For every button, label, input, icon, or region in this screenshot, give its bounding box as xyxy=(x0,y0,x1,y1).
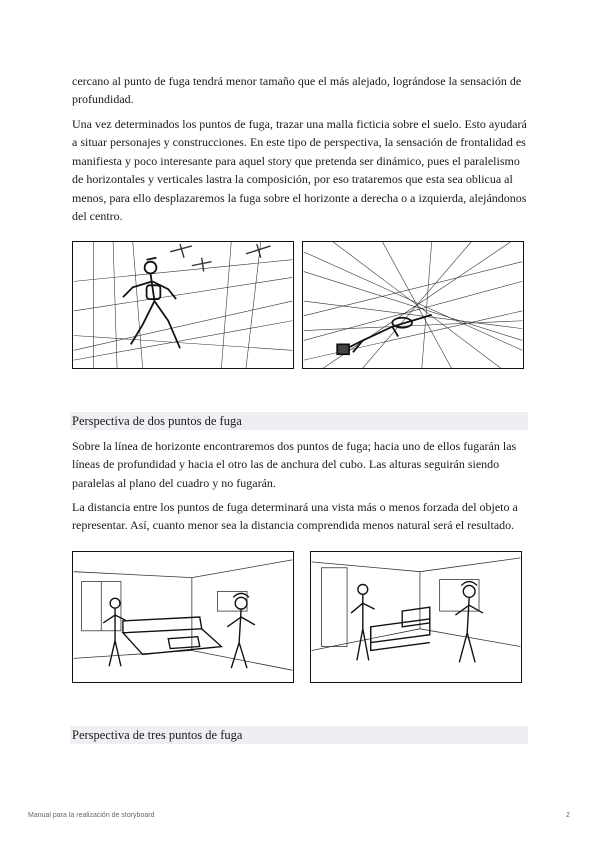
room-sofa-sketch xyxy=(73,552,293,682)
paragraph-grid: Una vez determinados los puntos de fuga, trazar una malla ficticia sobre el suelo. Esto ayudará a situar personajes y construcciones. En este tipo de perspectiva, la sensación de frontalidad es manifiesta y poco interesante para aquel story que pretenda ser dinámico, pues el paralelismo de horizontales y verticales lastra la composición, por eso trataremos que esta sea oblicua al menos, para ello desplazaremos la fuga sobre el horizonte a derecha o a izquierda, alejándonos del centro. xyxy=(72,117,527,224)
paragraph-continuation: cercano al punto de fuga tendrá menor tamaño que el más alejado, lográndose la sensación de profundidad. xyxy=(72,74,522,107)
storyboard-frame-room-corner xyxy=(310,551,522,683)
footer-title: Manual para la realización de storyboard xyxy=(28,812,155,819)
storyboard-frame-running-figure xyxy=(72,241,294,369)
running-figure-sketch xyxy=(73,242,293,368)
section-heading-three-points: Perspectiva de tres puntos de fuga xyxy=(70,726,528,744)
storyboard-frame-diving-figure xyxy=(302,241,524,369)
paragraph-distance: La distancia entre los puntos de fuga determinará una vista más o menos forzada del objeto a representar. Así, cuanto menor sea la distancia comprendida menos natural será el resultado. xyxy=(72,500,518,533)
storyboard-frame-room-sofa xyxy=(72,551,294,683)
room-corner-sketch xyxy=(311,552,521,682)
section-heading-two-points: Perspectiva de dos puntos de fuga xyxy=(70,412,528,430)
paragraph-two-points: Sobre la línea de horizonte encontraremos dos puntos de fuga; hacia uno de ellos fugarán las líneas de profundidad y hacia el otro las de anchura del cubo. Las alturas seguirán siendo paralelas al plano del cuadro y no fugarán. xyxy=(72,439,517,490)
diving-figure-sketch xyxy=(303,242,523,368)
page-number: 2 xyxy=(566,812,570,819)
